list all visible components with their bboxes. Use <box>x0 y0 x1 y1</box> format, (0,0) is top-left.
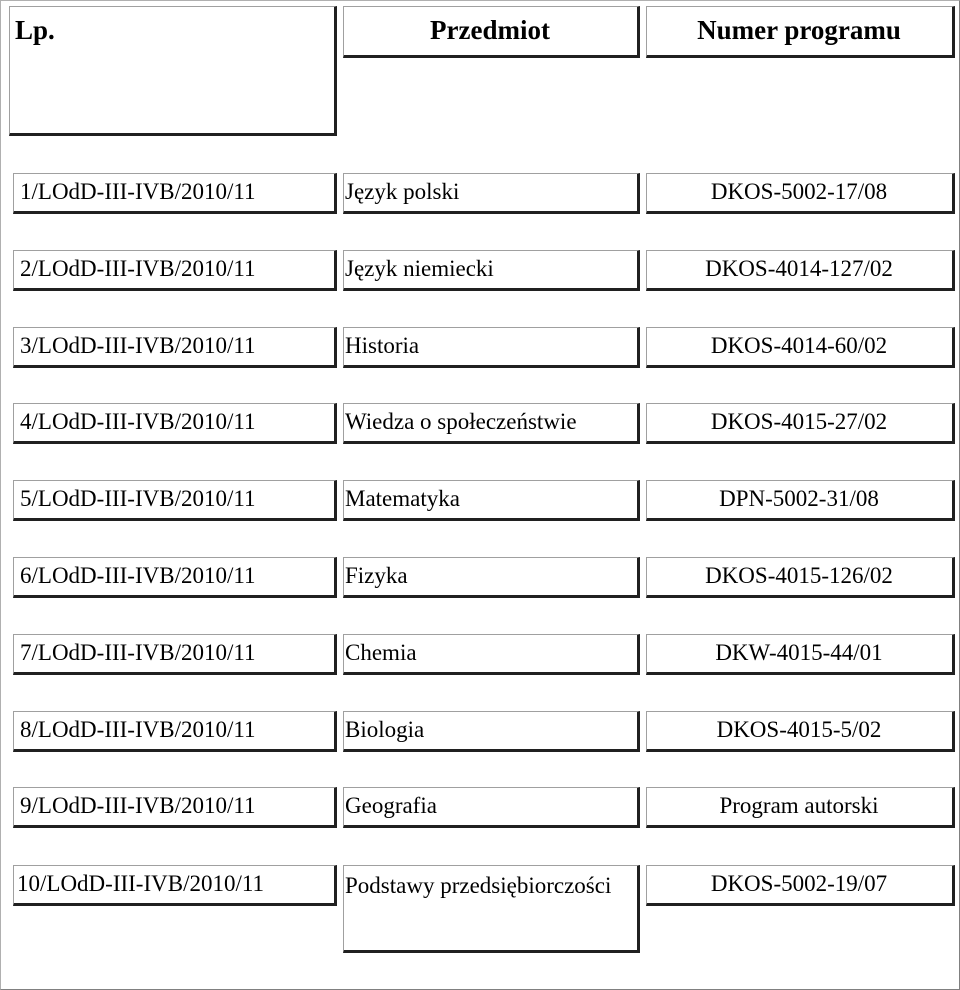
program-value: DKOS-4015-27/02 <box>710 409 888 434</box>
subject-value: Historia <box>345 333 420 358</box>
program-value: DKOS-5002-17/08 <box>710 179 888 204</box>
subject-value: Język polski <box>345 179 460 204</box>
program-value: DKOS-4015-5/02 <box>716 717 882 742</box>
lp-value: 1/LOdD-III-IVB/2010/11 <box>20 179 256 204</box>
header-program: Numer programu <box>697 15 901 45</box>
lp-value: 7/LOdD-III-IVB/2010/11 <box>20 640 256 665</box>
lp-value: 10/LOdD-III-IVB/2010/11 <box>17 871 264 896</box>
header-lp: Lp. <box>15 15 55 45</box>
subject-value: Chemia <box>345 640 417 665</box>
program-value: Program autorski <box>719 793 879 818</box>
program-value: DKOS-4014-60/02 <box>710 333 888 358</box>
subject-value: Wiedza o społeczeństwie <box>345 409 577 434</box>
header-subject: Przedmiot <box>430 15 550 45</box>
subject-value: Fizyka <box>345 563 408 588</box>
lp-value: 9/LOdD-III-IVB/2010/11 <box>20 793 256 818</box>
header-cell-lp <box>9 6 337 136</box>
program-value: DKW-4015-44/01 <box>715 640 883 665</box>
program-value: DPN-5002-31/08 <box>719 486 879 511</box>
subject-value: Podstawy przedsiębiorczości <box>345 873 612 898</box>
lp-value: 4/LOdD-III-IVB/2010/11 <box>20 409 256 434</box>
lp-value: 3/LOdD-III-IVB/2010/11 <box>20 333 256 358</box>
program-value: DKOS-4015-126/02 <box>705 563 893 588</box>
lp-value: 5/LOdD-III-IVB/2010/11 <box>20 486 256 511</box>
subject-value: Język niemiecki <box>345 256 494 281</box>
subject-value: Biologia <box>345 717 425 742</box>
subject-value: Geografia <box>345 793 437 818</box>
lp-value: 8/LOdD-III-IVB/2010/11 <box>20 717 256 742</box>
lp-value: 2/LOdD-III-IVB/2010/11 <box>20 256 256 281</box>
lp-value: 6/LOdD-III-IVB/2010/11 <box>20 563 256 588</box>
program-value: DKOS-5002-19/07 <box>710 871 888 896</box>
program-value: DKOS-4014-127/02 <box>705 256 893 281</box>
subject-value: Matematyka <box>345 486 460 511</box>
